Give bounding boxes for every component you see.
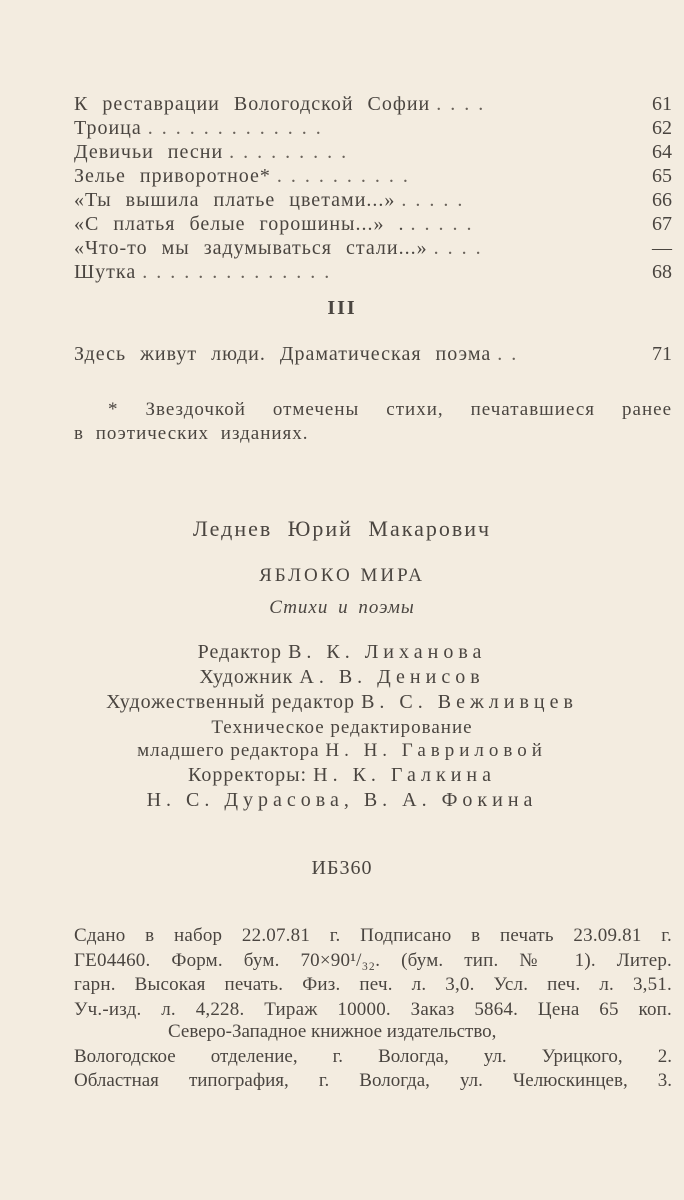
credit-person: Н. К. Галкина <box>313 764 497 786</box>
toc-entry-title: К реставрации Вологодской Софии <box>74 93 431 115</box>
toc-entry-page: 61 <box>652 93 672 115</box>
credit-person: В. К. Лиханова <box>288 641 487 663</box>
print-details <box>74 924 672 1022</box>
toc-entry <box>74 212 672 236</box>
credit-correctors-continued <box>0 788 684 813</box>
toc-entry <box>74 342 672 366</box>
toc-entry-title: Зелье приворотное* <box>74 165 271 187</box>
toc-leader-dots: . . . . . . . . . . . . . . <box>142 261 332 283</box>
credit-person: Н. С. Дурасова, В. А. Фокина <box>146 789 538 811</box>
print-line: ГЕ04460. Форм. бум. 70×90¹/₃₂. (бум. тип. № 1). Литер. <box>74 949 672 971</box>
credit-editor <box>0 640 684 665</box>
publisher-info <box>74 1020 672 1094</box>
toc-entry-page: 65 <box>652 165 672 187</box>
book-subtitle: Стихи и поэмы <box>269 597 415 618</box>
credits-block <box>0 640 684 813</box>
toc-entry-title: Девичьи песни <box>74 141 224 163</box>
toc-entry-title: Шутка <box>74 261 137 283</box>
credit-tech-editor <box>0 739 684 763</box>
toc-leader-dots: . . <box>497 343 519 365</box>
credit-correctors <box>0 763 684 788</box>
toc-entry <box>74 116 672 140</box>
toc-leader-dots: . . . . . . . . . <box>229 141 349 163</box>
toc-entry-page: — <box>652 237 672 259</box>
toc-leader-dots: . . . . . . . . . . <box>276 165 410 187</box>
book-title: ЯБЛОКО МИРА <box>259 565 425 586</box>
credit-artist <box>0 665 684 690</box>
credit-role: Корректоры: <box>187 764 308 786</box>
publisher-line: Северо-Западное книжное издательство, <box>168 1021 497 1042</box>
credit-tech-editing: Техническое редактирование <box>211 717 473 738</box>
credit-person: А. В. Денисов <box>299 666 485 688</box>
credit-role: Редактор <box>197 641 283 663</box>
toc-leader-dots: . . . . . <box>410 213 474 235</box>
toc-entry-page: 62 <box>652 117 672 139</box>
toc-entry-page: 66 <box>652 189 672 211</box>
toc-entry-title: «С платья белые горошины...» . <box>74 213 405 235</box>
toc-entry <box>74 188 672 212</box>
toc-entry-title: «Что-то мы задумываться стали...» <box>74 237 428 259</box>
toc-entry-page: 71 <box>652 343 672 365</box>
toc-leader-dots: . . . . <box>436 93 486 115</box>
footnote-line: в поэтических изданиях. <box>74 423 309 444</box>
toc-entry <box>74 92 672 116</box>
toc-entry-page: 68 <box>652 261 672 283</box>
print-line: Уч.-изд. л. 4,228. Тираж 10000. Заказ 5864. Цена 65 коп. <box>74 998 672 1020</box>
section-numeral: III <box>327 297 357 319</box>
table-of-contents-section-3 <box>74 342 672 366</box>
toc-entry <box>74 236 672 260</box>
credit-role: Художник <box>199 666 294 688</box>
credit-person: Н. Н. Гавриловой <box>325 740 547 761</box>
toc-leader-dots: . . . . . . . . . . . . . <box>147 117 323 139</box>
toc-entry <box>74 164 672 188</box>
publisher-line: Областная типография, г. Вологда, ул. Челюскинцев, 3. <box>74 1070 672 1091</box>
footnote <box>74 398 672 446</box>
credit-role: младшего редактора <box>137 740 320 761</box>
toc-leader-dots: . . . . . <box>401 189 465 211</box>
table-of-contents <box>74 92 672 284</box>
toc-leader-dots: . . . . <box>433 237 483 259</box>
footnote-line: * Звездочкой отмечены стихи, печатавшиеся ранее <box>108 399 672 420</box>
toc-entry <box>74 260 672 284</box>
toc-entry <box>74 140 672 164</box>
toc-entry-page: 67 <box>652 213 672 235</box>
credit-person: В. С. Вежливцев <box>361 691 578 713</box>
credit-role: Художественный редактор <box>106 691 356 713</box>
print-line: гарн. Высокая печать. Физ. печ. л. 3,0. Усл. печ. л. 3,51. <box>74 974 672 995</box>
author-name: Леднев Юрий Макарович <box>192 516 492 541</box>
toc-entry-title: Троица <box>74 117 142 139</box>
ib-number: ИБ360 <box>311 857 373 879</box>
credit-art-editor <box>0 690 684 715</box>
print-line: Сдано в набор 22.07.81 г. Подписано в печать 23.09.81 г. <box>74 925 672 946</box>
toc-entry-title: «Ты вышила платье цветами...» <box>74 189 396 211</box>
publisher-line: Вологодское отделение, г. Вологда, ул. Урицкого, 2. <box>74 1045 672 1067</box>
toc-entry-title: Здесь живут люди. Драматическая поэма <box>74 343 492 365</box>
toc-entry-page: 64 <box>652 141 672 163</box>
